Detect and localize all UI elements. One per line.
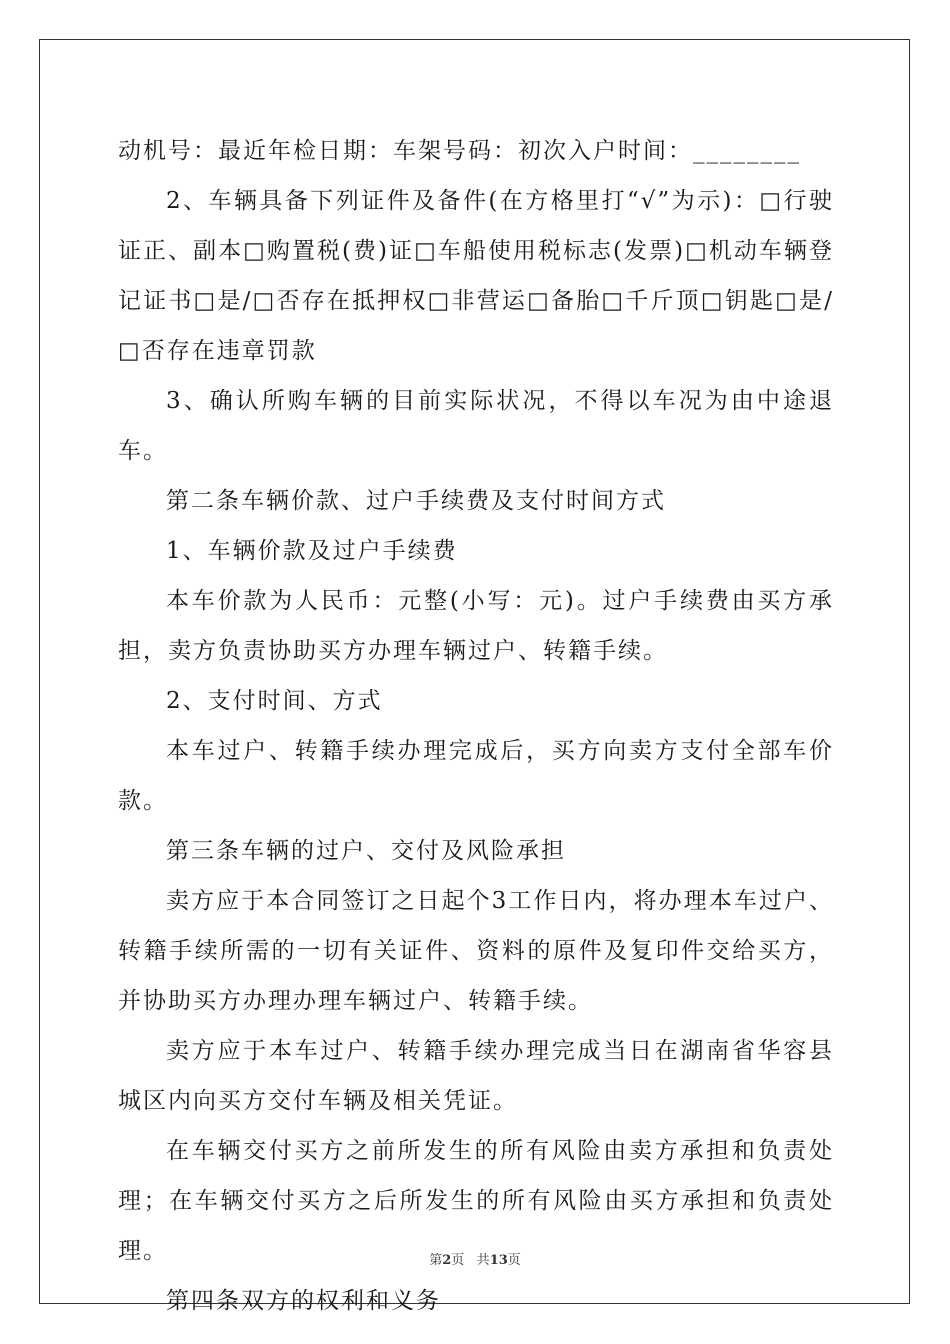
- paragraph-1: 动机号：最近年检日期：车架号码：初次入户时间：________: [118, 138, 801, 164]
- section-heading-4: 第四条双方的权利和义务: [166, 1288, 441, 1314]
- footer-page-number: 2: [442, 1253, 452, 1268]
- document-body: [118, 126, 834, 1326]
- paragraph-11: 卖方应于本车过户、转籍手续办理完成当日在湖南省华容县城区内向买方交付车辆及相关凭证。: [118, 1038, 834, 1114]
- footer-prefix: 第: [429, 1253, 443, 1268]
- section-heading-2: 第二条车辆价款、过户手续费及支付时间方式: [166, 488, 666, 514]
- paragraph-7: 2、支付时间、方式: [166, 688, 383, 714]
- paragraph-2: 2、车辆具备下列证件及备件(在方格里打“√”为示)：□行驶证正、副本□购置税(费)证□车船使用税标志(发票)□机动车辆登记证书□是/□否存在抵押权□非营运□备胎□千斤顶□钥匙□是/□否存在违章罚款: [118, 188, 834, 364]
- paragraph-6: 本车价款为人民币：元整(小写：元)。过户手续费由买方承担，卖方负责协助买方办理车辆过户、转籍手续。: [118, 588, 834, 664]
- paragraph-8: 本车过户、转籍手续办理完成后，买方向卖方支付全部车价款。: [118, 738, 834, 814]
- footer-total-suffix: 页: [507, 1253, 521, 1268]
- footer-total-pages: 13: [489, 1253, 508, 1268]
- paragraph-10: 卖方应于本合同签订之日起个3工作日内，将办理本车过户、转籍手续所需的一切有关证件、资料的原件及复印件交给买方，并协助买方办理办理车辆过户、转籍手续。: [118, 888, 834, 1014]
- paragraph-12: 在车辆交付买方之前所发生的所有风险由卖方承担和负责处理；在车辆交付买方之后所发生的所有风险由买方承担和负责处理。: [118, 1138, 834, 1264]
- section-heading-3: 第三条车辆的过户、交付及风险承担: [166, 838, 566, 864]
- footer-total-prefix: 共: [476, 1253, 490, 1268]
- footer-page-suffix: 页: [451, 1253, 465, 1268]
- paragraph-3: 3、确认所购车辆的目前实际状况，不得以车况为由中途退车。: [118, 388, 834, 464]
- paragraph-5: 1、车辆价款及过户手续费: [166, 538, 458, 564]
- page-footer: [0, 1249, 950, 1268]
